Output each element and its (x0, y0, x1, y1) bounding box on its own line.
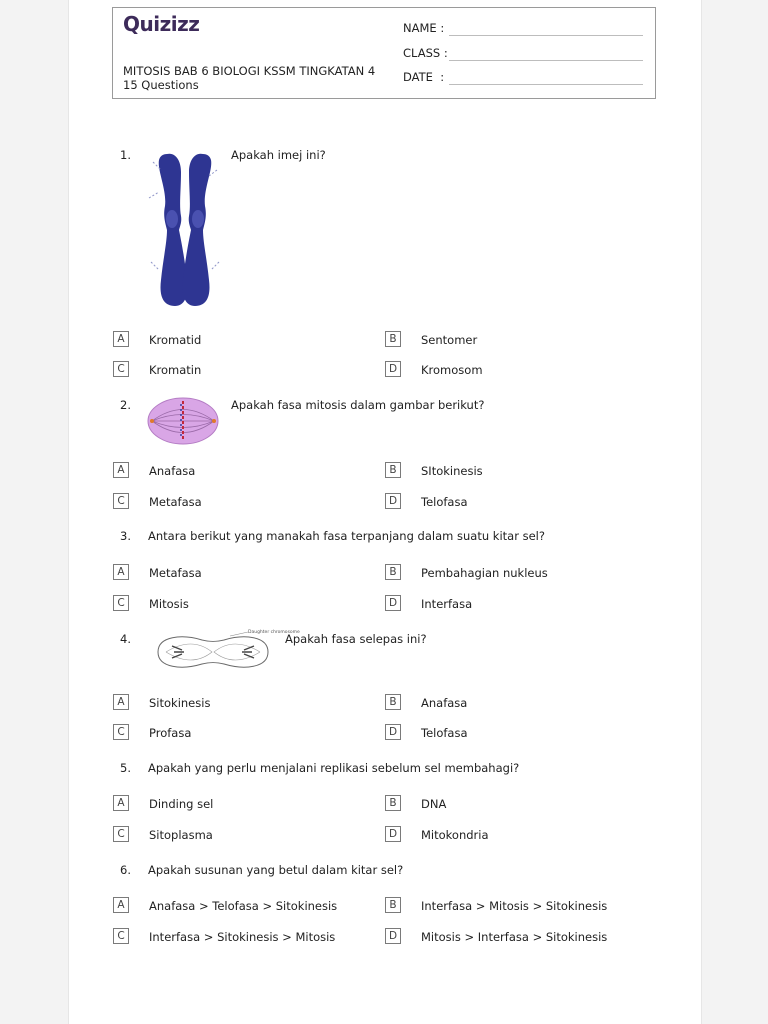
question-2-option-c[interactable] (113, 493, 373, 511)
question-6-option-a[interactable] (113, 897, 373, 915)
question-2-option-a[interactable] (113, 462, 373, 480)
option-c-checkbox[interactable]: C (113, 493, 129, 509)
question-6-text: Apakah susunan yang betul dalam kitar sel? (148, 863, 404, 877)
option-b-checkbox[interactable]: B (385, 564, 401, 580)
question-3-option-c[interactable] (113, 595, 373, 613)
question-5-option-a[interactable] (113, 795, 373, 813)
worksheet-title: MITOSIS BAB 6 BIOLOGI KSSM TINGKATAN 4 (123, 64, 376, 78)
option-text: Kromosom (421, 363, 483, 377)
option-d-checkbox[interactable]: D (385, 595, 401, 611)
option-a-checkbox[interactable]: A (113, 331, 129, 347)
question-5-option-b[interactable] (385, 795, 645, 813)
option-d-checkbox[interactable]: D (385, 493, 401, 509)
question-2-text: Apakah fasa mitosis dalam gambar berikut? (231, 398, 485, 412)
option-a-checkbox[interactable]: A (113, 462, 129, 478)
question-4-option-c[interactable] (113, 724, 373, 742)
option-b-checkbox[interactable]: B (385, 462, 401, 478)
question-3-text: Antara berikut yang manakah fasa terpanjang dalam suatu kitar sel? (148, 529, 545, 543)
option-b-checkbox[interactable]: B (385, 331, 401, 347)
question-4-option-d[interactable] (385, 724, 645, 742)
option-text: Sentomer (421, 333, 478, 347)
option-text: Pembahagian nukleus (421, 566, 548, 580)
question-6-option-c[interactable] (113, 928, 373, 946)
question-1-option-b[interactable] (385, 331, 645, 349)
option-text: Interfasa > Sitokinesis > Mitosis (149, 930, 336, 944)
option-c-checkbox[interactable]: C (113, 826, 129, 842)
metaphase-cell-image (146, 396, 220, 446)
daughter-chromosome-label: Daughter chromosome (248, 630, 300, 635)
option-a-checkbox[interactable]: A (113, 795, 129, 811)
option-d-checkbox[interactable]: D (385, 826, 401, 842)
class-field[interactable] (403, 46, 651, 62)
option-text: Profasa (149, 726, 192, 740)
question-4-option-a[interactable] (113, 694, 373, 712)
question-5-number: 5. (120, 761, 131, 775)
option-c-checkbox[interactable]: C (113, 724, 129, 740)
question-4-number: 4. (120, 632, 131, 646)
option-c-checkbox[interactable]: C (113, 595, 129, 611)
option-text: Anafasa (149, 464, 196, 478)
anaphase-cell-diagram (152, 628, 300, 676)
option-text: Mitosis (149, 597, 189, 611)
option-a-checkbox[interactable]: A (113, 897, 129, 913)
worksheet-header (112, 7, 656, 99)
option-text: Kromatin (149, 363, 202, 377)
question-2-option-d[interactable] (385, 493, 645, 511)
name-line[interactable] (449, 35, 643, 36)
option-text: Telofasa (421, 495, 468, 509)
option-text: Interfasa > Mitosis > Sitokinesis (421, 899, 608, 913)
option-text: Interfasa (421, 597, 473, 611)
option-text: Metafasa (149, 495, 202, 509)
class-label: CLASS : (403, 46, 448, 60)
option-text: Sitoplasma (149, 828, 213, 842)
option-text: Sitokinesis (149, 696, 211, 710)
question-4-option-b[interactable] (385, 694, 645, 712)
name-field[interactable] (403, 21, 651, 37)
date-line[interactable] (449, 84, 643, 85)
date-label: DATE : (403, 70, 445, 84)
question-5-option-d[interactable] (385, 826, 645, 844)
option-text: Kromatid (149, 333, 202, 347)
option-d-checkbox[interactable]: D (385, 724, 401, 740)
question-2-number: 2. (120, 398, 131, 412)
question-count: 15 Questions (123, 78, 199, 92)
question-3-option-d[interactable] (385, 595, 645, 613)
class-line[interactable] (449, 60, 643, 61)
name-label: NAME : (403, 21, 445, 35)
question-1-option-a[interactable] (113, 331, 373, 349)
question-2-option-b[interactable] (385, 462, 645, 480)
option-c-checkbox[interactable]: C (113, 361, 129, 377)
option-b-checkbox[interactable]: B (385, 694, 401, 710)
option-text: Mitosis > Interfasa > Sitokinesis (421, 930, 608, 944)
option-c-checkbox[interactable]: C (113, 928, 129, 944)
question-6-number: 6. (120, 863, 131, 877)
question-3-number: 3. (120, 529, 131, 543)
option-text: Telofasa (421, 726, 468, 740)
option-b-checkbox[interactable]: B (385, 897, 401, 913)
date-field[interactable] (403, 70, 651, 86)
question-3-option-a[interactable] (113, 564, 373, 582)
option-text: Anafasa (421, 696, 468, 710)
question-5-text: Apakah yang perlu menjalani replikasi sebelum sel membahagi? (148, 761, 520, 775)
option-text: Dinding sel (149, 797, 214, 811)
option-a-checkbox[interactable]: A (113, 564, 129, 580)
chromosome-image (145, 150, 225, 310)
quizizz-logo: Quizizz (123, 12, 200, 36)
question-4-text: Apakah fasa selepas ini? (285, 632, 427, 646)
option-text: Metafasa (149, 566, 202, 580)
question-1-option-c[interactable] (113, 361, 373, 379)
option-d-checkbox[interactable]: D (385, 928, 401, 944)
option-text: SItokinesis (421, 464, 483, 478)
option-d-checkbox[interactable]: D (385, 361, 401, 377)
option-b-checkbox[interactable]: B (385, 795, 401, 811)
question-1-option-d[interactable] (385, 361, 645, 379)
question-5-option-c[interactable] (113, 826, 373, 844)
option-a-checkbox[interactable]: A (113, 694, 129, 710)
option-text: Anafasa > Telofasa > Sitokinesis (149, 899, 338, 913)
question-1-number: 1. (120, 148, 131, 162)
question-1-text: Apakah imej ini? (231, 148, 326, 162)
question-6-option-d[interactable] (385, 928, 645, 946)
option-text: DNA (421, 797, 447, 811)
question-6-option-b[interactable] (385, 897, 645, 915)
option-text: Mitokondria (421, 828, 489, 842)
question-3-option-b[interactable] (385, 564, 645, 582)
